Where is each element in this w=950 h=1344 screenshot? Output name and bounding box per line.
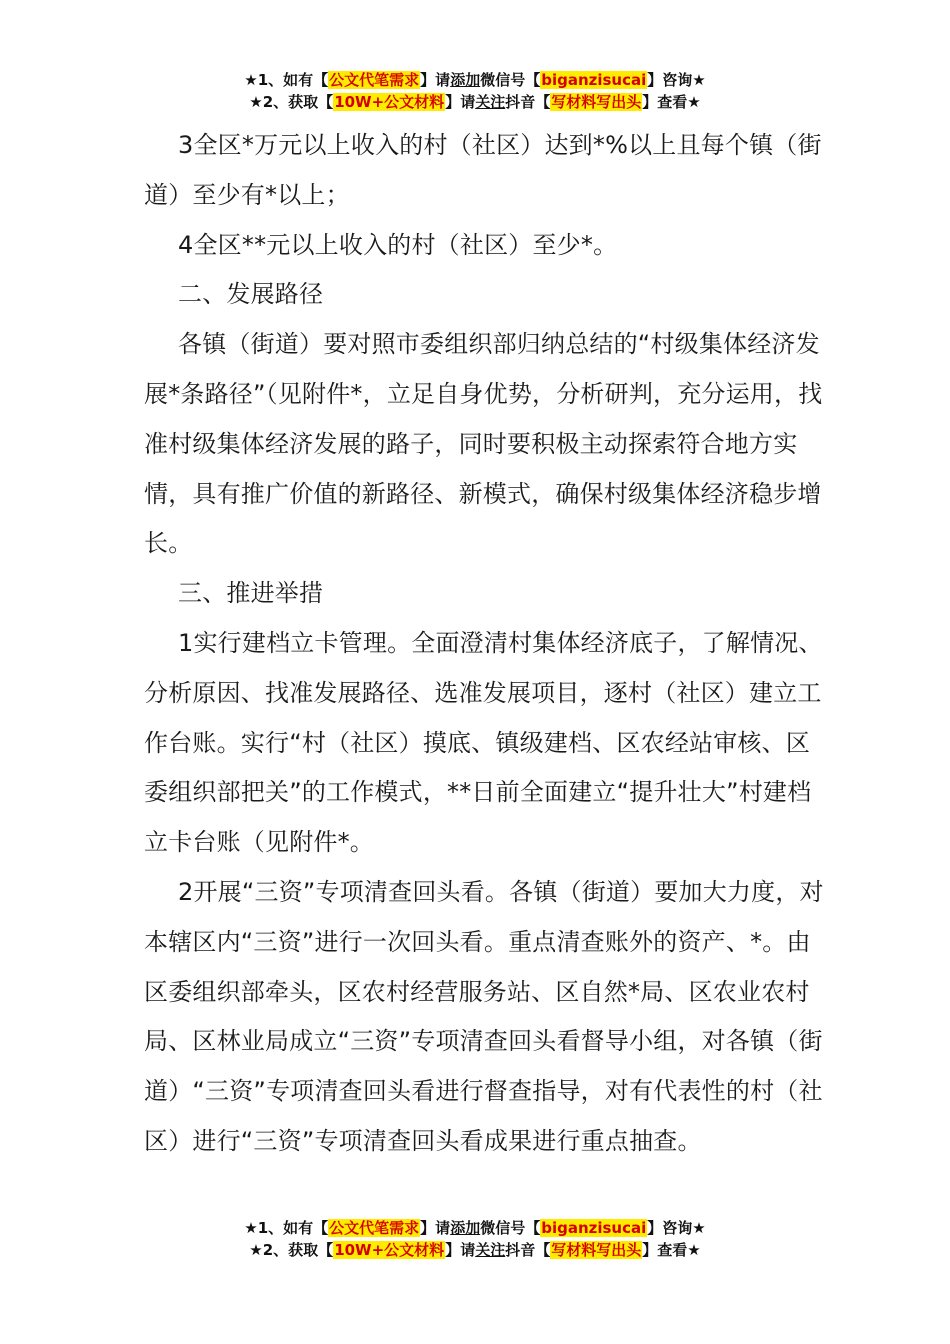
douyin-account: 写材料写出头	[551, 1241, 642, 1259]
paragraph: 1实行建档立卡管理。全面澄清村集体经济底子，了解情况、分析原因、找准发展路径、选准发展项目，逐村（社区）建立工作台账。实行“村（社区）摸底、镇级建档、区农经站审核、区委组织部把关”的工作模式，**日前全面建立“提升壮大”村建档立卡台账（见附件*。	[144, 628, 823, 857]
wechat-id: biganzisucai	[541, 71, 647, 89]
section-heading: 三、推进举措	[178, 579, 324, 608]
banner-line-2: ★2、获取【10W+公文材料】请关注抖音【写材料写出头】查看★	[249, 1241, 701, 1259]
wechat-id: biganzisucai	[541, 1219, 647, 1237]
paragraph: 各镇（街道）要对照市委组织部归纳总结的“村级集体经济发展*条路径”（见附件*，立足自身优势，分析研判，充分运用，找准村级集体经济发展的路子，同时要积极主动探索符合地方实情，具有推广价值的新路径、新模式，确保村级集体经济稳步增长。	[144, 330, 823, 558]
banner-line-1: ★1、如有【公文代笔需求】请添加微信号【biganzisucai】咨询★	[244, 71, 706, 89]
highlight-text: 公文代笔需求	[329, 1219, 420, 1237]
douyin-account: 写材料写出头	[551, 93, 642, 111]
highlight-text: 公文代笔需求	[329, 71, 420, 89]
footer-banner	[0, 1217, 950, 1261]
banner-line-2: ★2、获取【10W+公文材料】请关注抖音【写材料写出头】查看★	[249, 93, 701, 111]
header-banner	[0, 69, 950, 113]
highlight-text: 10W+公文材料	[334, 93, 445, 111]
paragraph: 4全区**元以上收入的村（社区）至少*。	[178, 230, 618, 259]
paragraph: 2开展“三资”专项清查回头看。各镇（街道）要加大力度，对本辖区内“三资”进行一次回头看。重点清查账外的资产、*。由区委组织部牵头，区农村经营服务站、区自然*局、区农业农村局、区林业局成立“三资”专项清查回头看督导小组，对各镇（街道）“三资”专项清查回头看进行督查指导，对有代表性的村（社区）进行“三资”专项清查回头看成果进行重点抽查。	[144, 877, 824, 1155]
paragraph: 3全区*万元以上收入的村（社区）达到*%以上且每个镇（街道）至少有*以上；	[144, 131, 822, 209]
banner-line-1: ★1、如有【公文代笔需求】请添加微信号【biganzisucai】咨询★	[244, 1219, 706, 1237]
section-heading: 二、发展路径	[178, 280, 324, 309]
highlight-text: 10W+公文材料	[334, 1241, 445, 1259]
document-body	[144, 121, 834, 1167]
